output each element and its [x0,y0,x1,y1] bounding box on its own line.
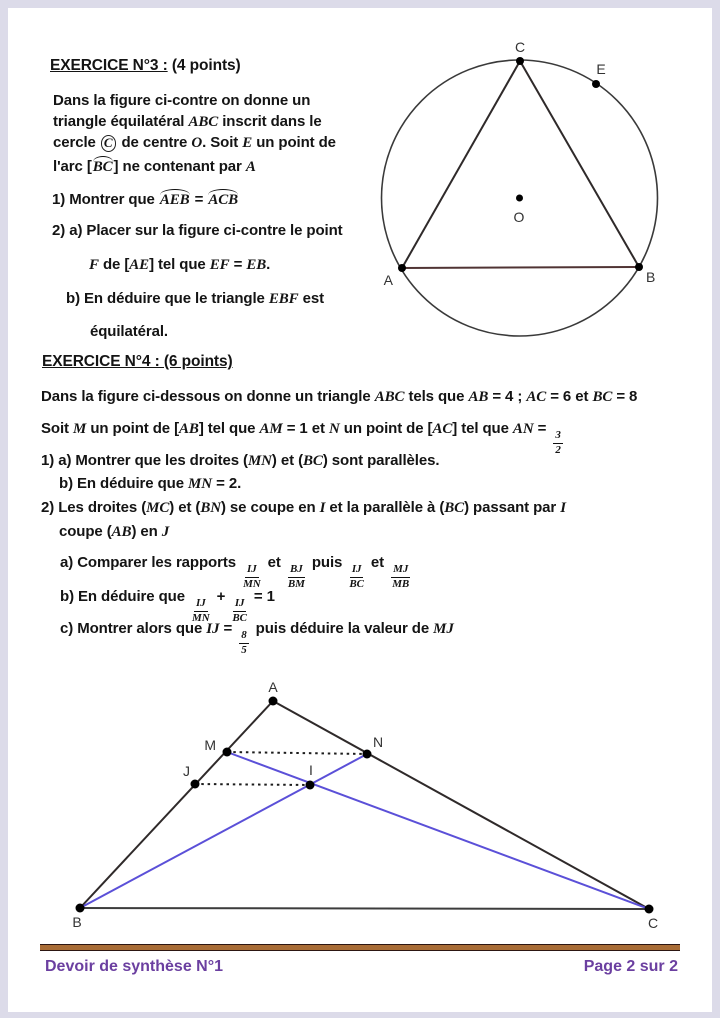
fraction-denominator: MN [243,578,261,590]
math-text: F [89,257,99,273]
circle-name-symbol: C [101,135,117,152]
math-text: MN [247,453,272,469]
text-run: ) passant par [464,499,561,516]
math-text: AN [512,421,534,437]
text-run: puis déduire la valeur de [251,620,434,637]
text-run: l'arc [ [53,158,92,175]
text-run: 1) Montrer que [52,191,159,208]
point-M [223,748,232,757]
math-text: IJ [206,621,220,637]
math-text: M [73,421,87,437]
text-run: 2) a) Placer sur la figure ci-contre le point [52,222,343,239]
ex4-question-2 [41,499,566,517]
ex4-question-2a [60,554,413,590]
text-run: = 1 et [282,420,329,437]
math-text: N [328,421,340,437]
text-run: ] tel que [198,420,260,437]
math-text: BC [592,389,613,405]
point-J [191,780,200,789]
math-text: I [319,500,326,516]
side-AC [273,701,649,909]
point-B [635,263,643,271]
text-run: ) se coupe en [220,499,320,516]
fraction-numerator: 3 [553,430,562,444]
line-BN [80,754,367,908]
label-B: B [72,914,82,930]
fraction-numerator: IJ [233,598,247,612]
text-run: puis [307,554,347,571]
ex3-question-2a [52,222,343,239]
text-run: et la parallèle à ( [325,499,445,516]
math-text: AE [129,257,150,273]
fraction [391,564,410,590]
fraction-numerator: IJ [194,598,208,612]
fraction-denominator: MB [392,578,410,590]
ex4-question-2-cont [59,523,169,541]
text-run: coupe ( [59,523,112,540]
point-C [516,57,524,65]
ex4-question-2b [60,588,275,624]
ex4-question-1a [41,452,439,470]
text-run: ) et ( [271,452,303,469]
math-text: BC [303,453,323,469]
label-C: C [514,39,526,55]
fraction-numerator: BJ [288,564,305,578]
ex4-intro-line-2 [41,420,566,456]
text-run: ] tel que [149,256,210,273]
label-B: B [646,269,656,285]
text-run: = 2. [212,475,242,492]
fraction-denominator: 2 [555,444,561,456]
math-text: BC [444,500,465,516]
text-run: un point de [252,134,336,151]
math-text: AC [526,389,547,405]
point-A [269,697,278,706]
math-text: BN [200,500,221,516]
arc-notation: ACB [207,189,239,209]
text-run: 1) a) Montrer que les droites ( [41,452,248,469]
text-run: ) et ( [169,499,201,516]
math-text: AC [432,421,453,437]
label-C: C [647,915,659,931]
text-run: = 8 [612,388,638,405]
footer-page-number: Page 2 sur 2 [583,958,678,975]
ex3-title: EXERCICE N°3 : [50,57,168,74]
fraction-numerator: IJ [245,564,259,578]
point-B [76,904,85,913]
text-run: b) En déduire que [59,475,189,492]
label-J: J [183,763,190,779]
footer-rule [40,944,680,951]
label-N: N [373,734,384,750]
dotted-MN [227,752,367,754]
math-text: I [560,500,566,516]
ex3-intro-line-2 [53,113,322,131]
text-run: c) Montrer alors que [60,620,207,637]
text-run: b) En déduire que le triangle [66,290,269,307]
ex4-heading [42,353,233,371]
text-run: ] ne contenant par [113,158,246,175]
text-run: inscrit dans le [218,113,322,130]
text-run: et [263,554,285,571]
text-run: triangle équilatéral [53,113,189,130]
side-AB [402,267,639,268]
label-A: A [268,679,278,695]
text-run: 2) Les droites ( [41,499,147,516]
text-run: cercle [53,134,100,151]
math-text: AM [259,421,283,437]
text-run: un point de [ [86,420,179,437]
text-run: a) Comparer les rapports [60,554,241,571]
ex4-question-1b [59,475,241,493]
side-CB [520,61,639,267]
arc-notation: BC [92,156,114,176]
text-run: tels que [404,388,469,405]
math-text: E [242,135,253,151]
fraction [243,564,261,590]
fraction-numerator: MJ [391,564,410,578]
text-run: et [366,554,389,571]
text-run: ) sont parallèles. [322,452,440,469]
ex3-intro-line-3 [53,134,336,152]
text-run: . Soit [202,134,243,151]
fraction-denominator: BC [232,612,247,624]
text-run: Dans la figure ci-dessous on donne un triangle [41,388,375,405]
text-run: = 6 et [546,388,593,405]
line-MC [227,752,649,909]
point-C [645,905,654,914]
label-O: O [513,209,525,225]
text-run: = 4 ; [488,388,527,405]
math-text: ABC [188,114,219,130]
text-run: = [229,256,247,273]
point-A [398,264,406,272]
ex3-intro-line-1 [53,92,310,109]
point-N [363,750,372,759]
fraction-numerator: 8 [239,630,248,644]
text-run: = [219,620,237,637]
math-text: A [245,159,256,175]
ex3-question-2a-cont [89,256,270,274]
ex3-question-2b [66,290,324,308]
math-text: MC [146,500,170,516]
math-text: ABC [374,389,405,405]
math-text: EBF [268,291,299,307]
arc-notation: AEB [159,189,191,209]
text-run: = 1 [249,588,275,605]
fraction-denominator: BM [287,578,305,590]
text-run: équilatéral. [90,323,168,340]
ex3-question-2b-cont [90,323,168,340]
text-run: ] tel que [452,420,513,437]
text-run: de [ [98,256,130,273]
fraction [349,564,363,590]
text-run: = [533,420,551,437]
fraction-denominator: 5 [241,644,247,656]
math-text: MN [188,476,213,492]
label-E: E [596,61,606,77]
text-run: de centre [117,134,192,151]
fraction [239,630,248,656]
text-run: ) en [131,523,162,540]
footer-document-title: Devoir de synthèse N°1 [45,958,224,975]
math-text: EB [246,257,267,273]
circle-figure [360,30,690,350]
side-CA [402,61,520,268]
fraction-denominator: MN [192,612,210,624]
text-run: est [298,290,325,307]
label-A: A [383,272,393,288]
math-text: AB [179,421,199,437]
text-run: un point de [ [339,420,433,437]
text-run: Soit [41,420,73,437]
text-run: + [212,588,230,605]
ex4-question-2c [60,620,454,656]
math-text: EF [209,257,230,273]
fraction [553,430,562,456]
fraction-denominator: BC [349,578,364,590]
math-text: O [191,135,203,151]
fraction-numerator: IJ [350,564,364,578]
point-E [592,80,600,88]
dotted-JI [195,784,310,785]
point-I [306,781,315,790]
triangle-figure [40,676,700,940]
ex4-intro-line-1 [41,388,637,406]
label-M: M [204,737,216,753]
point-O [516,195,523,202]
ex3-question-1 [52,189,239,209]
label-I: I [309,762,313,778]
ex3-intro-line-4 [53,156,256,176]
ex3-points: (4 points) [167,57,241,74]
math-text: J [161,524,170,540]
math-text: AB [111,524,132,540]
text-run: . [266,256,271,273]
math-text: AB [468,389,489,405]
ex3-heading [50,57,241,75]
fraction [288,564,305,590]
text-run: Dans la figure ci-contre on donne un [53,92,311,109]
side-AB [80,701,273,908]
side-BC [80,908,649,909]
ex4-title: EXERCICE N°4 : (6 points) [42,353,233,370]
text-run: = [190,191,208,208]
math-text: MJ [433,621,454,637]
text-run: b) En déduire que [60,588,190,605]
